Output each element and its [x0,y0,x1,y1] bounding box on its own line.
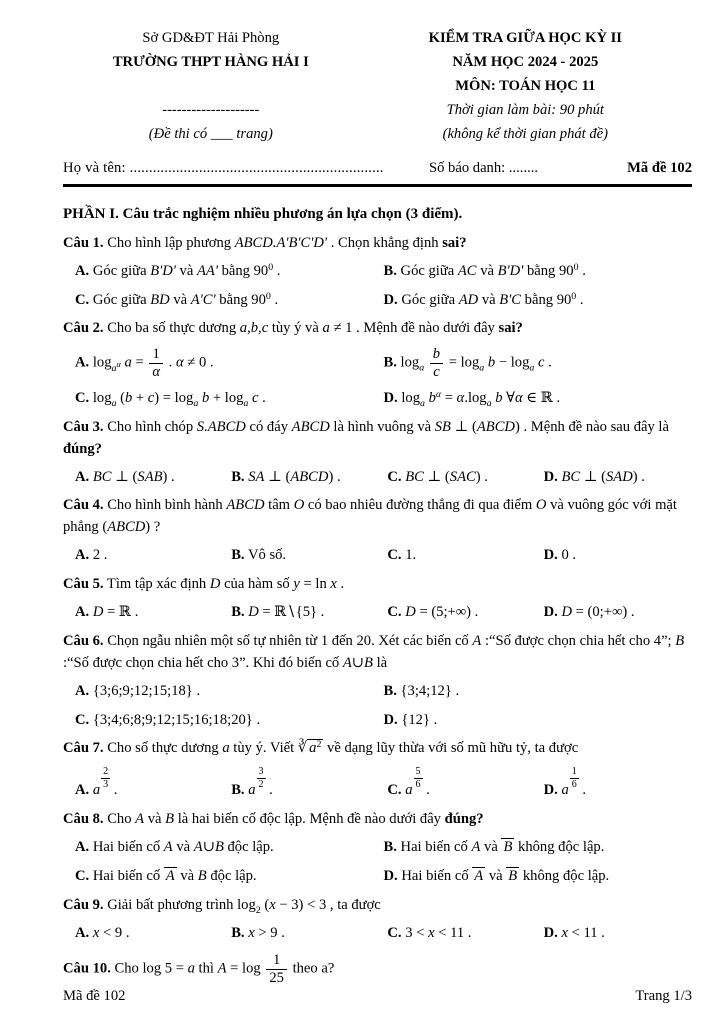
answer-option-c: C. 1. [387,547,417,564]
answer-option-d: D. {12} . [383,711,438,728]
divider-dashes: -------------------- [162,102,260,119]
question-2 [63,318,692,409]
answer-option-d: D. x < 11 . [543,924,605,941]
department-name: Sở GD&ĐT Hải Phòng [142,30,280,46]
answer-option-a: A. a $\frac{2}{3}$ . [75,766,118,799]
option-grid [63,346,692,409]
option-grid [63,261,692,312]
option-grid [63,766,692,802]
answer-option-b: B. Hai biến cố A và B không độc lập. [383,839,605,856]
header-spacer [63,74,359,98]
question-stem: Câu 5. Tìm tập xác định D của hàm số y = ln x . [63,576,345,593]
part1-heading: PHẦN I. Câu trắc nghiệm nhiều phương án lựa chọn (3 điểm). [63,206,463,223]
question-10 [63,952,692,987]
question-stem: Câu 1. Cho hình lập phương ABCD.A'B'C'D' . Chọn khẳng định sai? [63,234,467,251]
question-6 [63,631,692,732]
answer-option-d: D. 0 . [543,547,577,564]
answer-option-c: C. $\log_a (b + c) = \log_a b + \log_a c$ . [75,389,266,409]
question-3 [63,417,692,489]
footer-page-number: Trang 1/3 [635,988,692,1005]
exam-code-badge: Mã đề 102 [627,160,692,177]
answer-option-c: C. 3 < x < 11 . [387,924,472,941]
answer-option-b: B. SA ⊥ (ABCD) . [231,468,341,485]
question-5 [63,574,692,624]
answer-option-c: C. {3;4;6;8;9;12;15;16;18;20} . [75,711,261,728]
question-stem: Câu 8. Cho A và B là hai biến cố độc lập. Mệnh đề nào dưới đây đúng? [63,811,484,828]
question-number: Câu 9. [63,896,104,913]
answer-option-c: C. a $\frac{5}{6}$ . [387,766,430,799]
option-grid [63,681,692,732]
option-grid [63,923,692,945]
school-block [63,26,359,146]
option-grid [63,602,692,624]
answer-option-a: A. D = ℝ . [75,604,139,621]
question-stem: Câu 2. Cho ba số thực dương a,b,c tùy ý và a ≠ 1 . Mệnh đề nào dưới đây sai? [63,320,523,337]
question-number: Câu 3. [63,418,104,435]
question-number: Câu 2. [63,320,104,337]
question-list [63,226,692,987]
answer-option-d: D. Góc giữa AD và B'C bằng $90^0$ . [383,290,584,308]
answer-option-c: C. D = (5;+∞) . [387,604,479,621]
answer-option-a: A. $\log_{a^\alpha} a$ = $\frac{1}{\alpha}$ . α ≠ 0 . [75,346,214,381]
question-number: Câu 7. [63,740,104,757]
answer-option-b: B. a $\frac{3}{2}$ . [231,766,273,799]
pages-note: (Đề thi có ___ trang) [148,126,273,143]
question-stem: Câu 4. Cho hình bình hành ABCD tâm O có bao nhiêu đường thẳng đi qua điểm O và vuông góc với mặt phẳng (ABCD) ? [63,497,677,536]
question-number: Câu 8. [63,811,104,828]
exam-title: KIỂM TRA GIỮA HỌC KỲ II [428,30,622,46]
answer-option-b: B. Vô số. [231,547,287,564]
question-stem: Câu 3. Cho hình chóp S.ABCD có đáy ABCD là hình vuông và SB ⊥ (ABCD) . Mệnh đề nào sau đây là đúng? [63,418,669,457]
exam-duration: Thời gian làm bài: 90 phút [446,102,604,119]
page-footer [63,986,692,1008]
question-stem: Câu 7. Cho số thực dương a tùy ý. Viết ∛ $a^2$ về dạng lũy thừa với số mũ hữu tỷ, ta được [63,739,579,757]
exam-subject: MÔN: TOÁN HỌC 11 [455,78,596,95]
answer-option-c: C. BC ⊥ (SAC) . [387,468,488,485]
question-number: Câu 4. [63,497,104,514]
answer-option-b: B. $\log_a$ $\frac{b}{c}$ = $\log_a b - \log_a c$ . [383,346,552,381]
exam-year: NĂM HỌC 2024 - 2025 [452,54,599,71]
footer-exam-code: Mã đề 102 [63,988,126,1005]
question-8 [63,809,692,888]
answer-option-b: B. D = ℝ∖{5} . [231,604,325,621]
question-number: Câu 6. [63,632,104,649]
question-number: Câu 1. [63,234,104,251]
question-9 [63,895,692,945]
answer-option-d: D. a $\frac{1}{6}$ . [543,766,587,799]
answer-option-a: A. BC ⊥ (SAB) . [75,468,175,485]
answer-option-d: D. D = (0;+∞) . [543,604,635,621]
question-7 [63,738,692,802]
question-1 [63,233,692,312]
student-name-field: Họ và tên: .................................................................. [63,160,384,177]
answer-option-a: A. {3;6;9;12;15;18} . [75,682,201,699]
answer-option-d: D. Hai biến cố A và B không độc lập. [383,868,610,885]
answer-option-a: A. 2 . [75,547,108,564]
answer-option-d: D. $\log_a b^\alpha = \alpha.\log_a$ b ∀α ∈ ℝ . [383,388,561,409]
option-grid [63,467,692,489]
school-name: TRƯỜNG THPT HÀNG HẢI I [112,54,309,71]
answer-option-c: C. Hai biến cố A và B độc lập. [75,868,257,885]
exam-title-block [359,26,692,146]
answer-option-b: B. Góc giữa AC và B'D' bằng $90^0$ . [383,261,586,279]
answer-option-b: B. {3;4;12} . [383,682,460,699]
question-number: Câu 5. [63,576,104,593]
answer-option-c: C. Góc giữa BD và A'C' bằng $90^0$ . [75,290,279,308]
student-info-row [63,158,692,180]
option-grid [63,837,692,888]
student-id-field: Số báo danh: ........ [429,160,539,177]
header-rule [63,184,692,187]
answer-option-b: B. x > 9 . [231,924,285,941]
option-grid [63,545,692,567]
question-4 [63,495,692,567]
answer-option-d: D. BC ⊥ (SAD) . [543,468,645,485]
question-stem: Câu 10. Cho log 5 = a thì A = log $\frac{1}{25}$ theo a? [63,951,335,986]
question-number: Câu 10. [63,960,111,977]
question-stem: Câu 9. Giải bất phương trình $\log_2 (x - 3) < 3$ , ta được [63,896,381,916]
answer-option-a: A. Góc giữa B'D' và AA' bằng $90^0$ . [75,261,281,279]
question-stem: Câu 6. Chọn ngẫu nhiên một số tự nhiên từ 1 đến 20. Xét các biến cố A :“Số được chọn chia hết cho 4”; B :“Số được chọn chia hết cho 3”. Khi đó biến cố A∪B là [63,632,685,671]
answer-option-a: A. x < 9 . [75,924,130,941]
exam-header [63,26,692,146]
answer-option-a: A. Hai biến cố A và A∪B độc lập. [75,839,274,856]
exam-duration-note: (không kể thời gian phát đề) [442,126,609,143]
